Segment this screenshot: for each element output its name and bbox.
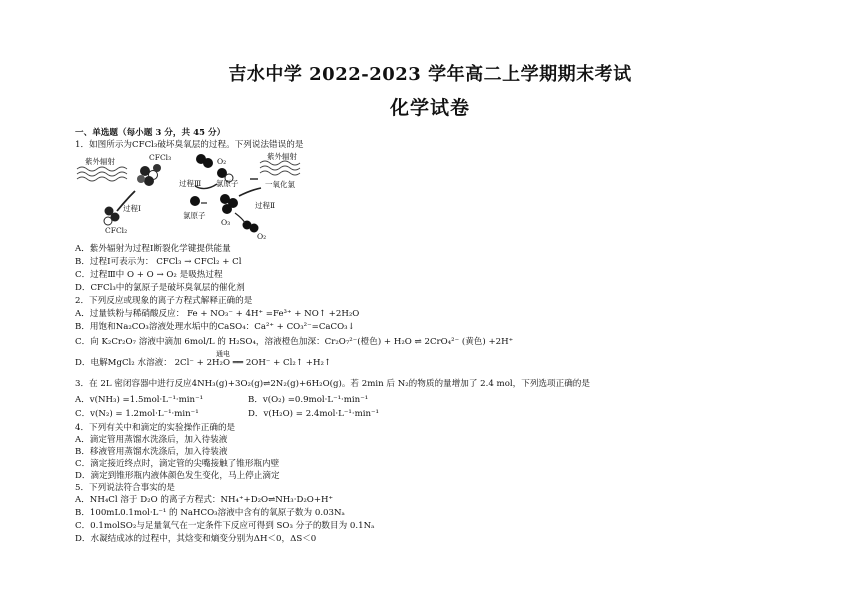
uv-waves-right xyxy=(260,161,300,175)
cfcl3-molecule xyxy=(137,164,161,186)
q4-stem: 4．下列有关中和滴定的实验操作正确的是 xyxy=(75,423,236,433)
ozone-depletion-diagram xyxy=(75,151,305,243)
chlorine-atom-center-label: 氯原子 xyxy=(183,211,206,220)
electrolysis-condition-label: 通电 xyxy=(216,350,230,358)
q1-option-b: B．过程Ⅰ可表示为： CFCl₃ → CFCl₂ + Cl xyxy=(75,257,242,267)
q4-option-d: D．滴定到锥形瓶内液体颜色发生变化，马上停止滴定 xyxy=(75,471,280,481)
uv-label-right: 紫外辐射 xyxy=(267,152,297,161)
o3-label: O₃ xyxy=(221,218,231,227)
q2-stem: 2．下列反应或现象的离子方程式解释正确的是 xyxy=(75,296,253,306)
o2-top-label: O₂ xyxy=(217,157,227,166)
step3-label: 过程Ⅲ xyxy=(179,179,202,188)
step2-label: 过程Ⅱ xyxy=(255,201,276,210)
q1-option-d: D．CFCl₃中的氯原子是破坏臭氧层的催化剂 xyxy=(75,283,245,293)
chlorine-atom-center xyxy=(190,196,200,206)
q5-option-b: B．100mL0.1mol·L⁻¹ 的 NaHCO₃溶液中含有的氧原子数为 0.03Nₐ xyxy=(75,508,345,518)
exam-subtitle: 化学试卷 xyxy=(389,97,470,119)
q4-option-a: A．滴定管用蒸馏水洗涤后，加入待装液 xyxy=(75,435,228,445)
q3-option-b: B．v(O₂) =0.9mol·L⁻¹·min⁻¹ xyxy=(248,395,369,405)
o2-top-molecule xyxy=(196,154,213,168)
q5-option-d: D．水凝结成冰的过程中，其焓变和熵变分别为ΔH＜0，ΔS＜0 xyxy=(75,534,317,544)
o3-molecule xyxy=(220,194,238,214)
q3-option-d: D．v(H₂O) = 2.4mol·L⁻¹·min⁻¹ xyxy=(248,409,379,419)
chlorine-monoxide-label: 一氧化氯 xyxy=(265,180,295,189)
q2-option-b: B．用饱和Na₂CO₃溶液处理水垢中的CaSO₄：Ca²⁺ + CO₃²⁻=CaCO₃↓ xyxy=(75,322,355,332)
q4-option-c: C．滴定接近终点时，滴定管的尖嘴接触了锥形瓶内壁 xyxy=(75,459,280,469)
o2-bottom-label: O₂ xyxy=(257,232,267,241)
q2-option-a: A．过量铁粉与稀硝酸反应： Fe + NO₃⁻ + 4H⁺ =Fe³⁺ + NO↑ +2H₂O xyxy=(75,309,360,319)
q3-option-c: C．v(N₂) = 1.2mol·L⁻¹·min⁻¹ xyxy=(75,409,199,419)
q3-stem: 3．在 2L 密闭容器中进行反应4NH₃(g)+3O₂(g)⇌2N₂(g)+6H₂O(g)。若 2min 后 N₂的物质的量增加了 2.4 mol，下列选项正确的是 xyxy=(75,379,590,389)
section-heading: 一、单选题（每小题 3 分，共 45 分） xyxy=(75,128,226,138)
arrow-icon xyxy=(239,188,261,196)
q5-stem: 5．下列说法符合事实的是 xyxy=(75,483,175,493)
q2-option-c: C．向 K₂Cr₂O₇ 溶液中滴加 6mol/L 的 H₂SO₄，溶液橙色加深：Cr₂O₇²⁻(橙色) + H₂O ⇌ 2CrO₄²⁻ (黄色) +2H⁺ xyxy=(75,337,514,347)
q5-option-c: C．0.1molSO₂与足量氧气在一定条件下反应可得到 SO₃ 分子的数目为 0.1Nₐ xyxy=(75,521,375,531)
q2-option-d: D．电解MgCl₂ 水溶液： 2Cl⁻ + 2H₂O ══ 2OH⁻ + Cl₂↑ +H₂↑ xyxy=(75,358,332,368)
step1-label: 过程Ⅰ xyxy=(123,204,141,213)
q3-option-a: A．v(NH₃) =1.5mol·L⁻¹·min⁻¹ xyxy=(75,395,204,405)
chlorine-atom-top-label: 氯原子 xyxy=(216,179,239,188)
uv-label-left: 紫外辐射 xyxy=(85,157,115,166)
uv-waves-left xyxy=(77,167,127,181)
q4-option-b: B．移液管用蒸馏水洗涤后，加入待装液 xyxy=(75,447,228,457)
arrow-icon xyxy=(235,213,245,223)
q1-option-a: A．紫外辐射为过程Ⅰ断裂化学键提供能量 xyxy=(75,244,231,254)
q1-stem: 1．如图所示为CFCl₃破坏臭氧层的过程。下列说法错误的是 xyxy=(75,140,304,150)
q1-option-c: C．过程Ⅲ中 O + O → O₂ 是吸热过程 xyxy=(75,270,223,280)
cfcl2-label: CFCl₂ xyxy=(105,226,128,235)
q5-option-a: A．NH₄Cl 溶于 D₂O 的离子方程式：NH₄⁺+D₂O⇌NH₃·D₂O+H⁺ xyxy=(75,495,334,505)
exam-title: 吉水中学 2022-2023 学年高二上学期期末考试 xyxy=(228,64,632,85)
cfcl2-molecule xyxy=(104,207,120,226)
cfcl3-label: CFCl₃ xyxy=(149,153,172,162)
